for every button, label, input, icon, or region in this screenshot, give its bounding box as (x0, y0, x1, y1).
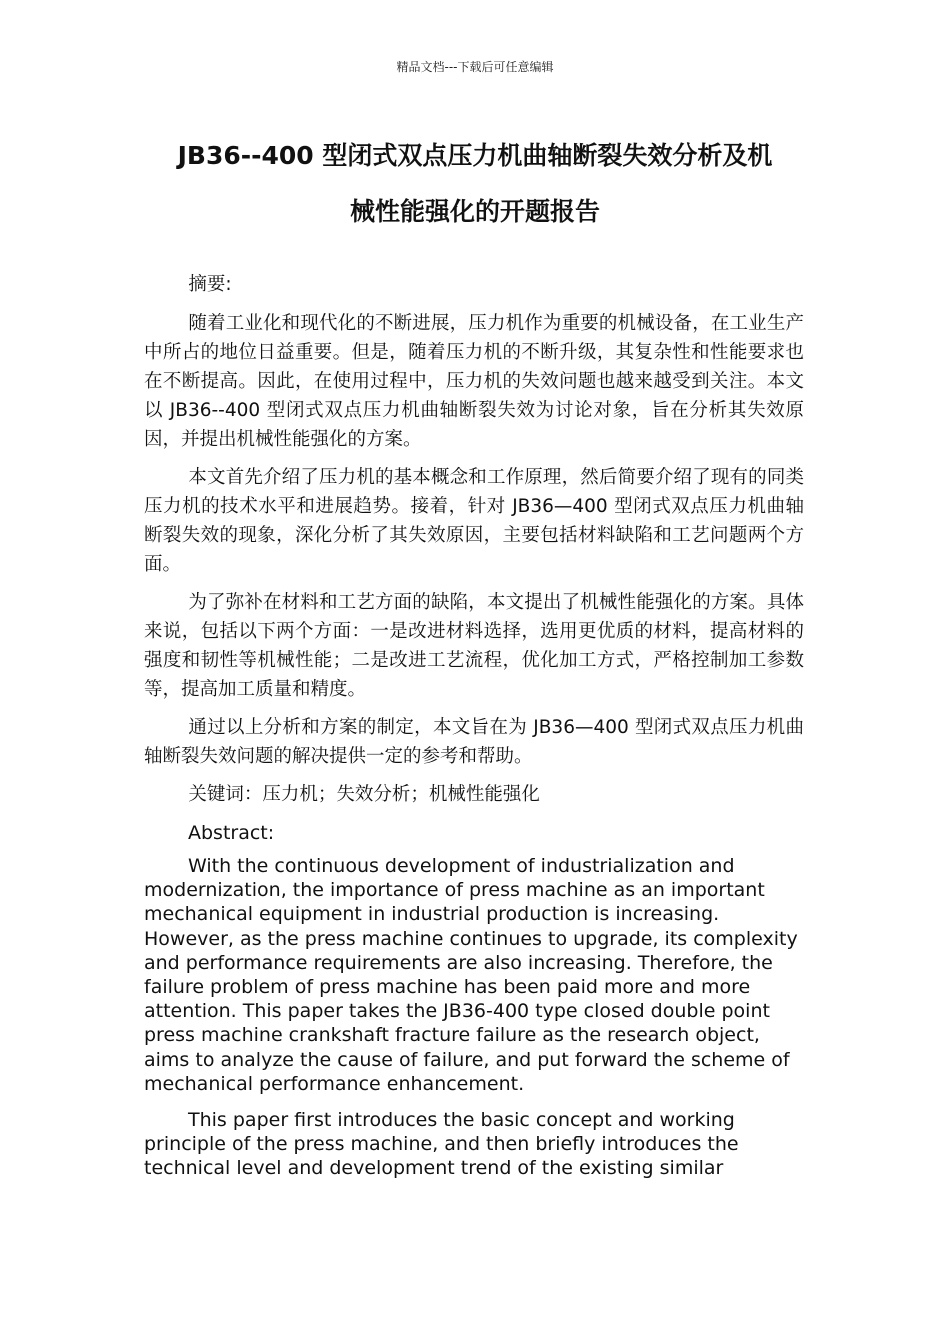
keywords-cn: 关键词：压力机；失效分析；机械性能强化 (188, 784, 540, 805)
paragraph-cn-1: 随着工业化和现代化的不断进展，压力机作为重要的机械设备，在工业生产中所占的地位日益重要。但是，随着压力机的不断升级，其复杂性和性能要求也在不断提高。因此，在使用过程中，压力机的失效问题也越来越受到关注。本文以 JB36--400 型闭式双点压力机曲轴断裂失效为讨论对象，旨在分析其失效原因，并提出机械性能强化的方案。 (144, 313, 804, 450)
paragraph-cn-2: 本文首先介绍了压力机的基本概念和工作原理，然后简要介绍了现有的同类压力机的技术水平和进展趋势。接着，针对 JB36—400 型闭式双点压力机曲轴断裂失效的现象，深化分析了其失效原因，主要包括材料缺陷和工艺问题两个方面。 (144, 467, 804, 575)
document-title (130, 128, 820, 240)
page-header-note: 精品文档---下载后可任意编辑 (396, 60, 554, 74)
title-line-1: JB36--400 型闭式双点压力机曲轴断裂失效分析及机 (177, 141, 773, 170)
title-line-2: 械性能强化的开题报告 (349, 197, 600, 226)
abstract-en-label: Abstract: (188, 822, 275, 844)
abstract-cn-label: 摘要: (188, 274, 232, 295)
paragraph-cn-4: 通过以上分析和方案的制定，本文旨在为 JB36—400 型闭式双点压力机曲轴断裂失效问题的解决提供一定的参考和帮助。 (144, 717, 804, 767)
paragraph-en-1: With the continuous development of industrialization and modernization, the importance of press machine as an important mechanical equipment in industrial production is increasing. However, as the press machine continues to upgrade, its complexity and performance requirements are also increasing. Therefore, the failure problem of press machine has been paid more and more attention. This paper takes the JB36-400 type closed double point press machine crankshaft fracture failure as the research object, aims to analyze the cause of failure, and put forward the scheme of mechanical performance enhancement. (144, 855, 798, 1095)
paragraph-en-2: This paper first introduces the basic concept and working principle of the press machine, and then briefly introduces the technical level and development trend of the existing similar (144, 1109, 739, 1180)
paragraph-cn-3: 为了弥补在材料和工艺方面的缺陷，本文提出了机械性能强化的方案。具体来说，包括以下两个方面：一是改进材料选择，选用更优质的材料，提高材料的强度和韧性等机械性能；二是改进工艺流程，优化加工方式，严格控制加工参数等，提高加工质量和精度。 (144, 592, 804, 700)
document-body (144, 270, 804, 1193)
